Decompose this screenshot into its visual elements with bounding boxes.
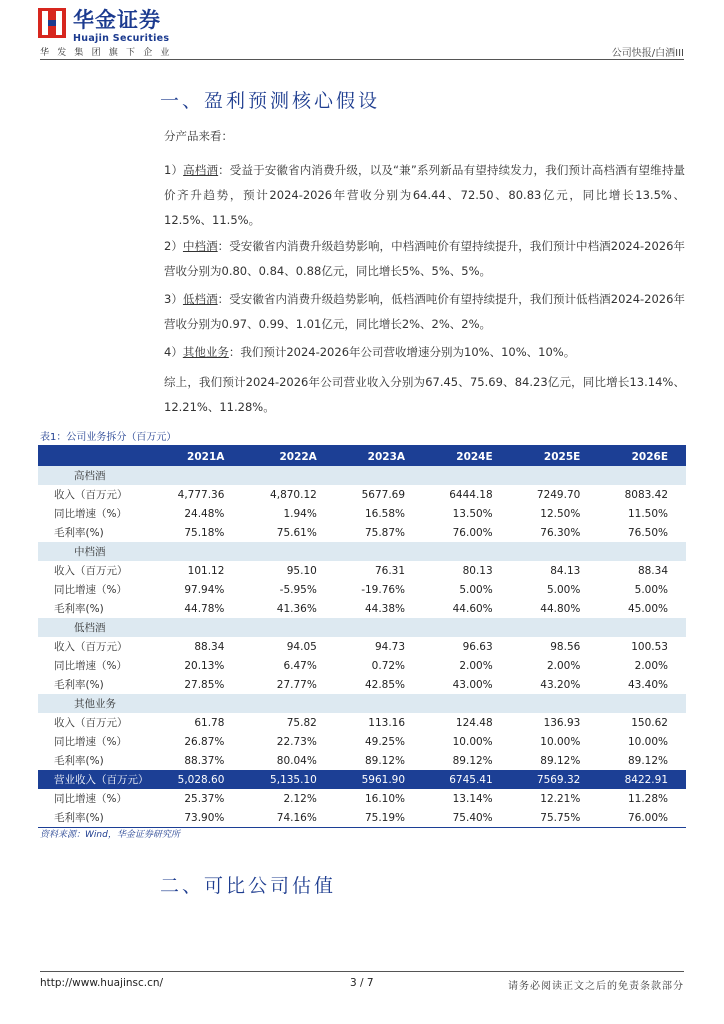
table-cell: 75.40% (423, 808, 511, 828)
paragraph-other-business (164, 340, 685, 365)
section-label: 高档酒 (38, 466, 686, 485)
summary-text: 综上，我们预计2024-2026年公司营业收入分别为67.45、75.69、84.23亿元，同比增长13.14%、12.21%、11.28%。 (164, 375, 685, 414)
table-cell: 75.87% (364, 526, 406, 539)
table-cell: -5.95% (279, 583, 317, 596)
table-cell: 25.37% (184, 792, 225, 805)
table-cell: 0.72% (371, 659, 406, 672)
table-cell: 94.73 (374, 640, 406, 653)
table-cell: 4,870.12 (270, 488, 317, 501)
row-label: 毛利率(%) (54, 755, 104, 767)
table-cell: 11.50% (627, 507, 668, 520)
row-label: 毛利率(%) (54, 679, 104, 691)
column-header: 2025E (511, 446, 599, 466)
table-cell: 75.61% (276, 526, 317, 539)
table-cell: 13.50% (452, 507, 493, 520)
report-type: 公司快报/白酒III (611, 48, 684, 59)
table-cell: 43.40% (627, 678, 668, 691)
table-cell: 16.10% (364, 792, 406, 805)
table-cell: -19.76% (361, 583, 406, 596)
item-label: 中档酒 (182, 239, 218, 253)
column-header: 2023A (335, 446, 423, 466)
table-cell: 7249.70 (536, 488, 581, 501)
row-label: 同比增速（%） (54, 793, 127, 805)
row-label: 同比增速（%） (54, 508, 127, 520)
row-label: 同比增速（%） (54, 584, 127, 596)
table-cell: 136.93 (543, 716, 581, 729)
table-cell: 73.90% (150, 808, 242, 828)
section-row (38, 618, 686, 637)
table-cell: 97.94% (184, 583, 225, 596)
table-cell: 2.00% (634, 659, 668, 672)
column-header: 2026E (598, 446, 686, 466)
section-row (38, 542, 686, 561)
column-header (38, 446, 150, 466)
total-revenue-row (38, 770, 686, 789)
table-cell: 45.00% (627, 602, 668, 615)
column-header: 2022A (242, 446, 334, 466)
table-row (38, 504, 686, 523)
table-cell: 84.13 (550, 564, 581, 577)
table-cell: 24.48% (184, 507, 225, 520)
section-row (38, 466, 686, 485)
table-cell: 11.28% (627, 792, 668, 805)
table-cell: 27.77% (276, 678, 317, 691)
item-number: 3） (164, 292, 183, 306)
table-cell: 80.13 (462, 564, 493, 577)
item-label: 高档酒 (183, 163, 219, 177)
item-text: ：受安徽省内消费升级趋势影响，中档酒吨价有望持续提升，我们预计中档酒2024-2026年营收分别为0.80、0.84、0.88亿元，同比增长5%、5%、5%。 (164, 239, 685, 278)
section-label: 低档酒 (38, 618, 686, 637)
footer-url-link[interactable]: http://www.huajinsc.cn/ (40, 977, 164, 989)
section-row (38, 694, 686, 713)
table-cell: 124.48 (455, 716, 493, 729)
table-row (38, 485, 686, 504)
row-label: 毛利率(%) (38, 808, 150, 828)
table-cell: 44.80% (540, 602, 581, 615)
section-heading-forecast: 一、盈利预测核心假设 (160, 90, 381, 112)
table-cell: 12.21% (540, 792, 581, 805)
table-row (38, 675, 686, 694)
column-header: 2021A (150, 446, 242, 466)
table-cell: 27.85% (184, 678, 225, 691)
paragraph-mid-range (164, 234, 685, 284)
table-cell: 89.12% (627, 754, 668, 767)
logo-english: Huajin Securities (73, 33, 170, 44)
table-cell: 10.00% (627, 735, 668, 748)
table-cell: 49.25% (364, 735, 406, 748)
intro-paragraph (164, 124, 685, 149)
table-row (38, 599, 686, 618)
row-label: 收入（百万元） (54, 717, 128, 729)
table-cell: 80.04% (276, 754, 317, 767)
table-cell: 10.00% (452, 735, 493, 748)
row-label: 收入（百万元） (54, 641, 128, 653)
table-cell: 94.05 (286, 640, 317, 653)
table-cell: 12.50% (540, 507, 581, 520)
table-cell: 98.56 (550, 640, 581, 653)
table-cell: 10.00% (540, 735, 581, 748)
table-cell: 5961.90 (335, 770, 423, 789)
table-row (38, 580, 686, 599)
logo-text: 华金证券 (73, 8, 161, 32)
table-row (38, 713, 686, 732)
table-caption: 表1：公司业务拆分（百万元） (40, 432, 177, 443)
intro-text: 分产品来看： (164, 129, 233, 143)
table-cell: 96.63 (462, 640, 493, 653)
row-label: 毛利率(%) (54, 527, 104, 539)
table-cell: 88.34 (637, 564, 668, 577)
table-row (38, 656, 686, 675)
table-cell: 42.85% (364, 678, 406, 691)
table-row (38, 523, 686, 542)
table-cell: 16.58% (364, 507, 406, 520)
table-cell: 6444.18 (449, 488, 493, 501)
table-cell: 43.00% (452, 678, 493, 691)
table-cell: 5,135.10 (242, 770, 334, 789)
section-label: 其他业务 (38, 694, 686, 713)
table-cell: 2.00% (459, 659, 493, 672)
table-row (38, 732, 686, 751)
table-cell: 76.00% (598, 808, 686, 828)
item-text: ：我们预计2024-2026年公司营收增速分别为10%、10%、10%。 (228, 345, 576, 359)
table-cell: 89.12% (540, 754, 581, 767)
table-cell: 75.19% (335, 808, 423, 828)
table-cell: 89.12% (452, 754, 493, 767)
table-cell: 100.53 (631, 640, 668, 653)
table-cell: 1.94% (283, 507, 317, 520)
logo-icon (38, 8, 66, 38)
table-cell: 44.78% (184, 602, 225, 615)
table-cell: 76.31 (374, 564, 406, 577)
paragraph-low-end (164, 287, 685, 337)
table-cell: 76.00% (452, 526, 493, 539)
row-label: 收入（百万元） (54, 565, 128, 577)
row-label: 收入（百万元） (54, 489, 128, 501)
footer-disclaimer: 请务必阅读正文之后的免责条款部分 (508, 981, 684, 992)
table-cell: 74.16% (242, 808, 334, 828)
table-cell: 5.00% (459, 583, 493, 596)
table-cell: 75.82 (286, 716, 317, 729)
table-cell: 95.10 (286, 564, 317, 577)
table-cell: 150.62 (631, 716, 668, 729)
row-label: 毛利率(%) (54, 603, 104, 615)
table-cell: 5,028.60 (150, 770, 242, 789)
item-text: ：受益于安徽省内消费升级，以及“兼”系列新品有望持续发力，我们预计高档酒有望维持量价齐升趋势，预计2024-2026年营收分别为64.44、72.50、80.83亿元，同比增长13.5%、12.5%、11.5%。 (164, 163, 685, 227)
table-row (38, 751, 686, 770)
item-number: 2） (164, 239, 183, 253)
table-cell: 26.87% (184, 735, 225, 748)
business-breakdown-table (38, 445, 686, 828)
table-cell: 6.47% (283, 659, 317, 672)
table-row (38, 561, 686, 580)
footer-divider (40, 971, 684, 972)
table-cell: 6745.41 (423, 770, 511, 789)
item-text: ：受安徽省内消费升级趋势影响，低档酒吨价有望持续提升，我们预计低档酒2024-2026年营收分别为0.97、0.99、1.01亿元，同比增长2%、2%、2%。 (164, 292, 685, 331)
table-cell: 76.30% (540, 526, 581, 539)
table-cell: 2.12% (283, 792, 317, 805)
summary-paragraph (164, 370, 685, 420)
table-cell: 76.50% (627, 526, 668, 539)
table-cell: 41.36% (276, 602, 317, 615)
table-cell: 8422.91 (598, 770, 686, 789)
table-cell: 5.00% (634, 583, 668, 596)
item-label: 低档酒 (182, 292, 218, 306)
table-row (38, 789, 686, 808)
table-cell: 22.73% (276, 735, 317, 748)
table-cell: 5677.69 (361, 488, 406, 501)
section-heading-valuation: 二、可比公司估值 (160, 875, 337, 897)
table-cell: 75.18% (184, 526, 225, 539)
item-number: 1） (164, 163, 184, 177)
table-cell: 43.20% (540, 678, 581, 691)
table-cell: 44.60% (452, 602, 493, 615)
table-cell: 88.34 (194, 640, 225, 653)
table-cell: 44.38% (364, 602, 406, 615)
row-label: 营业收入（百万元） (38, 770, 150, 789)
table-cell: 4,777.36 (177, 488, 225, 501)
paragraph-high-end (164, 158, 685, 233)
column-header: 2024E (423, 446, 511, 466)
page-number: 3 / 7 (350, 977, 374, 989)
table-row (38, 637, 686, 656)
table-cell: 20.13% (184, 659, 225, 672)
row-label: 同比增速（%） (54, 660, 127, 672)
table-cell: 61.78 (194, 716, 225, 729)
table-source: 资料来源：Wind，华金证券研究所 (40, 830, 180, 840)
item-label: 其他业务 (182, 345, 229, 359)
table-cell: 89.12% (364, 754, 406, 767)
table-cell: 75.75% (511, 808, 599, 828)
table-cell: 13.14% (452, 792, 493, 805)
table-row (38, 808, 686, 828)
table-cell: 101.12 (187, 564, 225, 577)
table-cell: 2.00% (546, 659, 581, 672)
logo-tagline: 华发集团旗下企业 (40, 48, 178, 58)
item-number: 4） (164, 345, 183, 359)
row-label: 同比增速（%） (54, 736, 127, 748)
table-cell: 113.16 (368, 716, 406, 729)
table-cell: 8083.42 (624, 488, 668, 501)
table-header-row (38, 446, 686, 466)
section-label: 中档酒 (38, 542, 686, 561)
table-cell: 5.00% (546, 583, 581, 596)
table-cell: 88.37% (184, 754, 225, 767)
table-cell: 7569.32 (511, 770, 599, 789)
header-divider (40, 59, 684, 60)
